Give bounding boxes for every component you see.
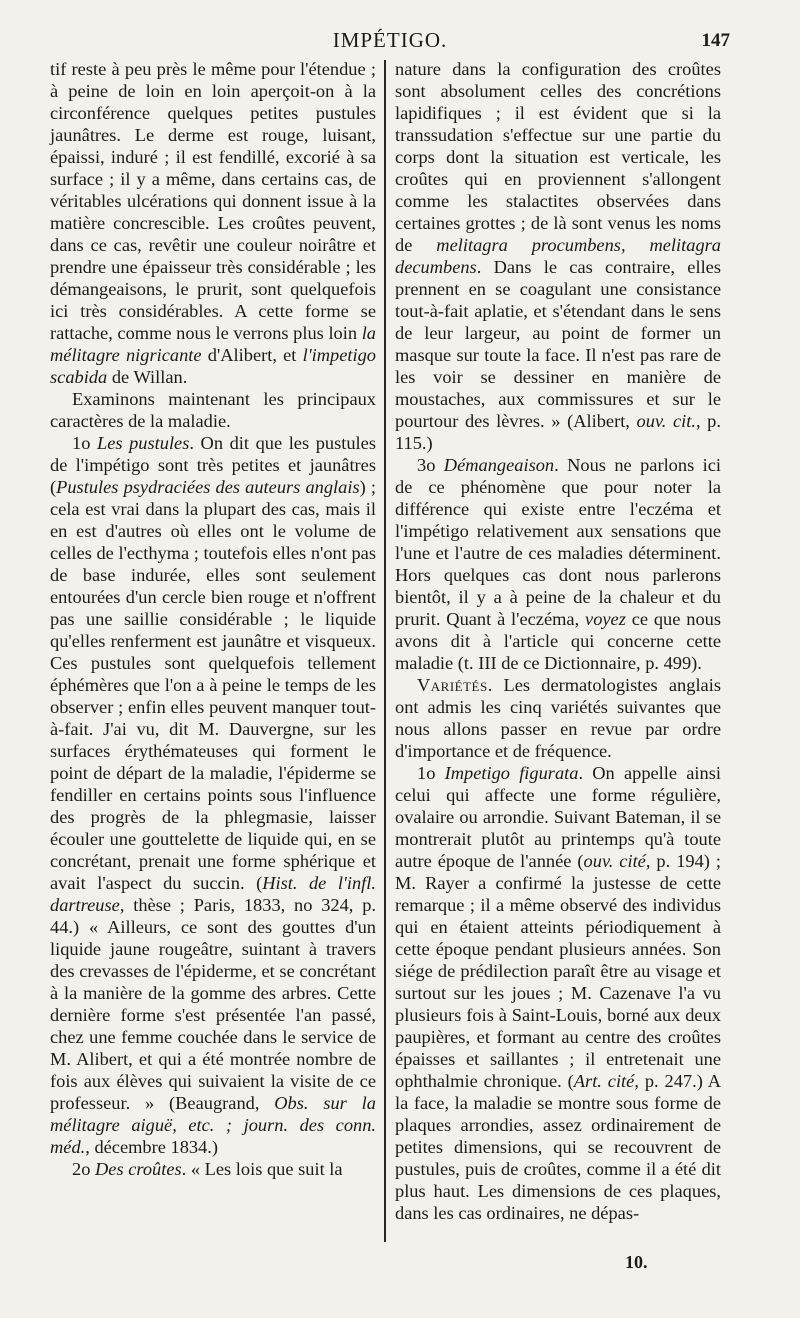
signature-mark: 10. xyxy=(625,1252,648,1272)
paragraph: 1o Les pustules. On dit que les pustules de l'impétigo sont très petites et jaunâtres (Pustules psydraciées des auteurs anglais) ; cela est vrai dans la plupart des cas, mais il en est d'autres où elles ont le volume de celles de l'ecthyma ; toutefois elles n'ont pas de base indurée, elles sont seulement entourées d'un cercle bien rouge et n'offrent pas une saillie considérable ; le liquide qu'elles renferment est jaunâtre et visqueux. Ces pustules sont quelquefois tellement éphémères que l'on a à peine le temps de les observer ; enfin elles peuvent manquer tout-à-fait. J'ai vu, dit M. Dauvergne, sur les surfaces érythémateuses qui forment le point de départ de la maladie, l'épiderme se fendiller en certains points sous l'influence des progrès de la phlegmasie, laisser écouler une gouttelette de liquide qui, en se concrétant, prenait une forme sphérique et avait l'aspect du succin. (Hist. de l'infl. dartreuse, thèse ; Paris, 1833, no 324, p. 44.) « Ailleurs, ce sont des gouttes d'un liquide jaune rougeâtre, suintant à travers des crevasses de l'épiderme, et se concrétant à la manière de la gomme des arbres. Cette dernière forme s'est présentée l'an passé, chez une femme couchée dans le service de M. Alibert, et qui a été montrée nombre de fois aux élèves qui suivaient la visite de ce professeur. » (Beaugrand, Obs. sur la mélitagre aiguë, etc. ; journ. des conn. méd., décembre 1834.) xyxy=(50,433,376,1157)
paragraph: nature dans la configuration des croûtes sont absolument celles des concrétions lapidifiques ; il est évident que si la transsudation s'effectue sur une partie du corps dont la situation est verticale, les croûtes qui en proviennent s'allongent comme les stalactites observées dans certaines grottes ; de là sont venus les noms de melitagra procumbens, melitagra decumbens. Dans le cas contraire, elles prennent en se coagulant une consistance tout-à-fait aplatie, et s'étendant dans le sens de leur largeur, au point de former un masque sur toute la face. Il n'est pas rare de les voir se dessiner en manière de moustaches, aux commissures et sur le pourtour des lèvres. » (Alibert, ouv. cit., p. 115.) xyxy=(395,59,721,453)
running-title: IMPÉTIGO. xyxy=(332,28,448,52)
page-header xyxy=(50,26,730,60)
column-divider xyxy=(384,60,386,1242)
paragraph: 2o Des croûtes. « Les lois que suit la xyxy=(72,1159,343,1179)
left-column xyxy=(50,58,376,1180)
paragraph: Variétés. Les dermatologistes anglais ont admis les cinq variétés suivantes que nous allons passer en revue par ordre d'importance et de fréquence. xyxy=(395,675,721,761)
right-column xyxy=(395,58,721,1224)
paragraph: 3o Démangeaison. Nous ne parlons ici de ce phénomène que pour noter la différence qui existe entre l'eczéma et l'impétigo relativement aux sensations que l'une et l'autre de ces maladies déterminent. Hors quelques cas dont nous parlerons bientôt, il y a à peine de la chaleur et du prurit. Quant à l'eczéma, voyez ce que nous avons dit à l'article qui concerne cette maladie (t. III de ce Dictionnaire, p. 499). xyxy=(395,455,721,673)
page-number: 147 xyxy=(701,30,730,51)
paragraph: Examinons maintenant les principaux caractères de la maladie. xyxy=(50,389,376,431)
paragraph: tif reste à peu près le même pour l'étendue ; à peine de loin en loin aperçoit-on à la circonférence quelques petites pustules jaunâtres. Le derme est rouge, luisant, épaissi, induré ; il est fendillé, excorié à sa surface ; il y a même, dans certains cas, de véritables ulcérations qui donnent issue à la matière concrescible. Les croûtes peuvent, dans ce cas, revêtir une couleur noirâtre et prendre une épaisseur très considérable ; les démangeaisons, le prurit, sont quelquefois ici très considérables. A cette forme se rattache, comme nous le verrons plus loin la mélitagre nigricante d'Alibert, et l'impetigo scabida de Willan. xyxy=(50,59,376,387)
paragraph: 1o Impetigo figurata. On appelle ainsi celui qui affecte une forme régulière, ovalaire ou arrondie. Suivant Bateman, il se montrerait plutôt au printemps qu'à toute autre époque de l'année (ouv. cité, p. 194) ; M. Rayer a confirmé la justesse de cette remarque ; il a même observé des individus qui en étaient atteints périodiquement à cette époque pendant plusieurs années. Son siége de prédilection paraît être au visage et surtout sur les joues ; M. Cazenave l'a vu plusieurs fois à Saint-Louis, borné aux deux paupières, et formant au centre des croûtes épaisses et saillantes ; il entretenait une ophthalmie chronique. (Art. cité, p. 247.) A la face, la maladie se montre sous forme de plaques arrondies, assez ordinairement de petites dimensions, qui se recouvrent de pustules, puis de croûtes, comme il a été dit plus haut. Les dimensions de ces plaques, dans les cas ordinaires, ne dépas- xyxy=(395,763,721,1223)
